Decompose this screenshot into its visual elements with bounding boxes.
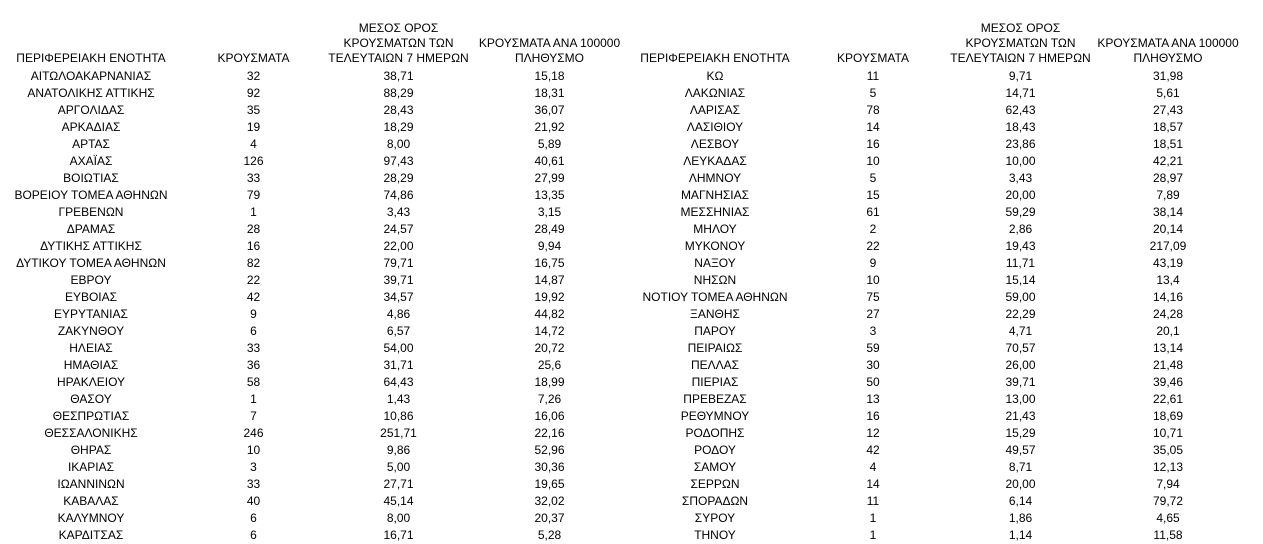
table-row (0, 493, 627, 510)
header-region: ΠΕΡΙΦΕΡΕΙΑΚΗ ΕΝΟΤΗΤΑ (640, 51, 790, 65)
table-row (632, 357, 1243, 374)
avg7-cell: 26,00 (1005, 358, 1036, 372)
per100k-cell: 27,43 (1152, 103, 1184, 117)
per100k-cell: 20,1 (1156, 324, 1180, 338)
table-row (632, 510, 1243, 527)
table-row (0, 374, 627, 391)
cases-cell: 32 (246, 69, 261, 83)
cases-cell: 14 (866, 477, 880, 491)
cases-cell: 9 (869, 256, 877, 270)
avg7-cell: 34,57 (383, 290, 414, 304)
table-row (632, 170, 1243, 187)
table-row (632, 323, 1243, 340)
region-cell: ΛΑΡΙΣΑΣ (689, 103, 741, 117)
header-region: ΠΕΡΙΦΕΡΕΙΑΚΗ ΕΝΟΤΗΤΑ (16, 51, 166, 65)
region-cell: ΕΒΡΟΥ (70, 273, 112, 287)
header-cases: ΚΡΟΥΣΜΑΤΑ (217, 51, 290, 65)
per100k-cell: 44,82 (534, 307, 565, 321)
table-row (0, 272, 627, 289)
cases-cell: 79 (246, 188, 261, 202)
per100k-cell: 9,94 (537, 239, 562, 253)
cases-cell: 33 (246, 171, 261, 185)
region-cell: ΖΑΚΥΝΘΟΥ (57, 324, 125, 338)
per100k-cell: 52,96 (534, 443, 565, 457)
per100k-cell: 14,87 (534, 273, 565, 287)
per100k-cell: 20,14 (1152, 222, 1184, 236)
region-cell: ΣΕΡΡΩΝ (690, 477, 740, 491)
cases-cell: 246 (243, 426, 264, 440)
table-row (0, 102, 627, 119)
per100k-cell: 28,97 (1152, 171, 1184, 185)
cases-cell: 10 (246, 443, 261, 457)
per100k-cell: 16,06 (534, 409, 565, 423)
avg7-cell: 97,43 (383, 154, 414, 168)
cases-cell: 3 (250, 460, 257, 474)
cases-cell: 1 (250, 205, 257, 219)
avg7-cell: 20,00 (1005, 477, 1036, 491)
header-cases: ΚΡΟΥΣΜΑΤΑ (837, 51, 909, 65)
avg7-cell: 20,00 (1005, 188, 1036, 202)
table-row (0, 187, 627, 204)
region-cell: ΚΑΛΥΜΝΟΥ (57, 511, 125, 525)
table-row (632, 272, 1243, 289)
avg7-cell: 70,57 (1005, 341, 1036, 355)
cases-cell: 22 (246, 273, 261, 287)
per100k-cell: 38,14 (1152, 205, 1184, 219)
table-row (0, 255, 627, 272)
cases-cell: 28 (246, 222, 261, 236)
table-row (632, 289, 1243, 306)
region-cell: ΑΡΤΑΣ (72, 137, 110, 151)
per100k-cell: 16,75 (534, 256, 565, 270)
table-row (0, 170, 627, 187)
cases-cell: 4 (250, 137, 257, 151)
region-cell: ΝΑΞΟΥ (694, 256, 736, 270)
region-cell: ΕΥΒΟΙΑΣ (64, 290, 118, 304)
per100k-cell: 7,94 (1156, 477, 1180, 491)
cases-cell: 33 (246, 477, 261, 491)
region-cell: ΡΟΔΟΥ (694, 443, 736, 457)
region-cell: ΡΕΘΥΜΝΟΥ (680, 409, 750, 423)
table-row (632, 425, 1243, 442)
avg7-cell: 1,14 (1008, 528, 1033, 542)
per100k-cell: 5,28 (537, 528, 562, 542)
per100k-cell: 40,61 (534, 154, 565, 168)
per100k-cell: 39,46 (1152, 375, 1184, 389)
region-cell: ΔΡΑΜΑΣ (66, 222, 116, 236)
per100k-cell: 4,65 (1156, 511, 1180, 525)
region-cell: ΛΕΣΒΟΥ (690, 137, 740, 151)
avg7-cell: 54,00 (383, 341, 414, 355)
table-row (632, 204, 1243, 221)
per100k-cell: 5,89 (537, 137, 562, 151)
region-cell: ΤΗΝΟΥ (694, 528, 736, 542)
cases-cell: 19 (246, 120, 261, 134)
cases-cell: 2 (869, 222, 877, 236)
table-body-left (0, 68, 627, 544)
region-cell: ΣΥΡΟΥ (694, 511, 736, 525)
table-row (632, 85, 1243, 102)
avg7-cell: 14,71 (1005, 86, 1036, 100)
cases-cell: 92 (246, 86, 261, 100)
avg7-cell: 39,71 (1005, 375, 1036, 389)
cases-cell: 5 (869, 86, 877, 100)
region-cell: ΗΛΕΙΑΣ (69, 341, 113, 355)
cases-cell: 12 (866, 426, 880, 440)
table-row (0, 136, 627, 153)
cases-cell: 5 (869, 171, 877, 185)
cases-cell: 61 (866, 205, 880, 219)
table-row (632, 527, 1243, 544)
per100k-cell: 79,72 (1152, 494, 1184, 508)
avg7-cell: 9,71 (1008, 69, 1033, 83)
table-row (632, 119, 1243, 136)
avg7-cell: 18,43 (1005, 120, 1036, 134)
per100k-cell: 18,57 (1152, 120, 1184, 134)
table-row (0, 306, 627, 323)
table-row (632, 391, 1243, 408)
cases-cell: 10 (866, 273, 880, 287)
per100k-cell: 20,72 (534, 341, 565, 355)
avg7-cell: 3,43 (386, 205, 411, 219)
cases-cell: 6 (250, 324, 257, 338)
region-cell: ΗΜΑΘΙΑΣ (63, 358, 119, 372)
cases-cell: 78 (866, 103, 880, 117)
region-cell: ΑΧΑΪΑΣ (69, 154, 113, 168)
cases-cell: 4 (869, 460, 877, 474)
region-cell: ΠΙΕΡΙΑΣ (691, 375, 739, 389)
region-cell: ΠΕΛΛΑΣ (690, 358, 740, 372)
avg7-cell: 23,86 (1005, 137, 1036, 151)
per100k-cell: 11,58 (1153, 528, 1183, 542)
avg7-cell: 16,71 (383, 528, 414, 542)
table-row (0, 425, 627, 442)
table-row (0, 510, 627, 527)
table-row (632, 153, 1243, 170)
cases-cell: 11 (866, 494, 880, 508)
cases-cell: 40 (246, 494, 261, 508)
avg7-cell: 21,43 (1005, 409, 1036, 423)
cases-cell: 11 (866, 69, 880, 83)
per100k-cell: 21,48 (1152, 358, 1184, 372)
region-cell: ΠΕΙΡΑΙΩΣ (687, 341, 743, 355)
region-cell: ΑΡΓΟΛΙΔΑΣ (57, 103, 125, 117)
avg7-cell: 11,71 (1005, 256, 1036, 270)
table-row (632, 221, 1243, 238)
header-avg7: ΜΕΣΟΣ ΟΡΟΣ ΚΡΟΥΣΜΑΤΩΝ ΤΩΝ ΤΕΛΕΥΤΑΙΩΝ 7 ΗΜΕΡΩΝ (328, 21, 469, 65)
table-row (632, 493, 1243, 510)
table-row (0, 119, 627, 136)
avg7-cell: 31,71 (383, 358, 414, 372)
avg7-cell: 10,86 (383, 409, 414, 423)
per100k-cell: 20,37 (534, 511, 565, 525)
cases-cell: 14 (866, 120, 880, 134)
per100k-cell: 13,14 (1152, 341, 1184, 355)
cases-cell: 16 (866, 137, 880, 151)
avg7-cell: 9,86 (386, 443, 411, 457)
per100k-cell: 18,31 (534, 86, 565, 100)
per100k-cell: 10,71 (1152, 426, 1184, 440)
table-row (632, 459, 1243, 476)
table-row (632, 136, 1243, 153)
cases-cell: 6 (250, 511, 257, 525)
table-row (0, 153, 627, 170)
per100k-cell: 15,18 (534, 69, 565, 83)
header-per100k: ΚΡΟΥΣΜΑΤΑ ΑΝΑ 100000 ΠΛΗΘΥΣΜΟ (478, 36, 621, 65)
per100k-cell: 18,69 (1152, 409, 1184, 423)
table-row (0, 68, 627, 85)
avg7-cell: 15,29 (1005, 426, 1036, 440)
avg7-cell: 39,71 (383, 273, 414, 287)
avg7-cell: 6,57 (386, 324, 411, 338)
avg7-cell: 74,86 (383, 188, 414, 202)
per100k-cell: 7,26 (537, 392, 562, 406)
cases-cell: 75 (866, 290, 880, 304)
avg7-cell: 64,43 (383, 375, 414, 389)
avg7-cell: 2,86 (1008, 222, 1033, 236)
cases-cell: 1 (869, 511, 877, 525)
avg7-cell: 19,43 (1005, 239, 1036, 253)
cases-cell: 3 (869, 324, 877, 338)
cases-cell: 126 (243, 154, 264, 168)
avg7-cell: 88,29 (383, 86, 414, 100)
region-cell: ΛΗΜΝΟΥ (688, 171, 742, 185)
cases-cell: 82 (246, 256, 261, 270)
region-cell: ΒΟΙΩΤΙΑΣ (63, 171, 119, 185)
per100k-cell: 18,51 (1152, 137, 1184, 151)
region-cell: ΞΑΝΘΗΣ (690, 307, 740, 321)
avg7-cell: 28,43 (383, 103, 414, 117)
region-cell: ΝΗΣΩΝ (693, 273, 737, 287)
per100k-cell: 22,61 (1152, 392, 1184, 406)
table-row (0, 289, 627, 306)
avg7-cell: 4,71 (1008, 324, 1033, 338)
region-cell: ΔΥΤΙΚΗΣ ΑΤΤΙΚΗΣ (40, 239, 142, 253)
avg7-cell: 79,71 (383, 256, 414, 270)
region-cell: ΙΚΑΡΙΑΣ (67, 460, 115, 474)
region-cell: ΚΑΒΑΛΑΣ (63, 494, 119, 508)
table-row (632, 374, 1243, 391)
cases-cell: 42 (246, 290, 261, 304)
region-cell: ΔΥΤΙΚΟΥ ΤΟΜΕΑ ΑΘΗΝΩΝ (16, 256, 166, 270)
cases-cell: 27 (866, 307, 880, 321)
avg7-cell: 49,57 (1005, 443, 1036, 457)
header-per100k: ΚΡΟΥΣΜΑΤΑ ΑΝΑ 100000 ΠΛΗΘΥΣΜΟ (1097, 36, 1239, 65)
cases-cell: 7 (250, 409, 257, 423)
table-row (632, 306, 1243, 323)
per100k-cell: 5,61 (1156, 86, 1180, 100)
region-cell: ΙΩΑΝΝΙΝΩΝ (57, 477, 125, 491)
region-cell: ΛΑΚΩΝΙΑΣ (684, 86, 746, 100)
region-cell: ΣΑΜΟΥ (693, 460, 737, 474)
avg7-cell: 5,00 (386, 460, 411, 474)
table-row (0, 527, 627, 544)
table-row (0, 323, 627, 340)
per100k-cell: 42,21 (1152, 154, 1184, 168)
per100k-cell: 13,35 (534, 188, 565, 202)
region-cell: ΘΕΣΣΑΛΟΝΙΚΗΣ (44, 426, 138, 440)
per100k-cell: 14,16 (1152, 290, 1184, 304)
cases-cell: 6 (250, 528, 257, 542)
avg7-cell: 1,86 (1008, 511, 1033, 525)
table-row (632, 408, 1243, 425)
cases-cell: 22 (866, 239, 880, 253)
cases-cell: 1 (250, 392, 257, 406)
cases-cell: 15 (866, 188, 880, 202)
avg7-cell: 27,71 (383, 477, 414, 491)
region-cell: ΚΑΡΔΙΤΣΑΣ (58, 528, 124, 542)
avg7-cell: 8,00 (386, 511, 411, 525)
avg7-cell: 22,29 (1005, 307, 1036, 321)
cases-cell: 58 (246, 375, 261, 389)
table-row (0, 340, 627, 357)
region-cell: ΑΝΑΤΟΛΙΚΗΣ ΑΤΤΙΚΗΣ (27, 86, 155, 100)
avg7-cell: 28,29 (383, 171, 414, 185)
cases-cell: 16 (866, 409, 880, 423)
table-row (0, 85, 627, 102)
avg7-cell: 4,86 (386, 307, 411, 321)
table-row (632, 255, 1243, 272)
region-cell: ΜΗΛΟΥ (693, 222, 737, 236)
cases-table-right (632, 0, 1243, 544)
per100k-cell: 28,49 (534, 222, 565, 236)
region-cell: ΠΑΡΟΥ (694, 324, 736, 338)
avg7-cell: 24,57 (383, 222, 414, 236)
cases-cell: 30 (866, 358, 880, 372)
per100k-cell: 36,07 (534, 103, 565, 117)
cases-cell: 50 (866, 375, 880, 389)
table-row (632, 476, 1243, 493)
per100k-cell: 32,02 (534, 494, 565, 508)
per100k-cell: 18,99 (534, 375, 565, 389)
avg7-cell: 62,43 (1005, 103, 1036, 117)
avg7-cell: 38,71 (383, 69, 414, 83)
table-row (632, 187, 1243, 204)
region-cell: ΛΕΥΚΑΔΑΣ (683, 154, 747, 168)
per100k-cell: 19,92 (534, 290, 565, 304)
cases-cell: 35 (246, 103, 261, 117)
per100k-cell: 13,4 (1156, 273, 1180, 287)
region-cell: ΒΟΡΕΙΟΥ ΤΟΜΕΑ ΑΘΗΝΩΝ (14, 188, 168, 202)
avg7-cell: 251,71 (380, 426, 417, 440)
avg7-cell: 59,29 (1005, 205, 1036, 219)
region-cell: ΣΠΟΡΑΔΩΝ (681, 494, 749, 508)
table-body-right (632, 68, 1243, 544)
region-cell: ΜΕΣΣΗΝΙΑΣ (680, 205, 750, 219)
region-cell: ΡΟΔΟΠΗΣ (685, 426, 745, 440)
avg7-cell: 8,71 (1008, 460, 1033, 474)
avg7-cell: 45,14 (383, 494, 414, 508)
header-row (632, 0, 1243, 68)
cases-cell: 9 (250, 307, 257, 321)
avg7-cell: 1,43 (386, 392, 411, 406)
table-row (0, 459, 627, 476)
per100k-cell: 12,13 (1152, 460, 1184, 474)
per100k-cell: 35,05 (1152, 443, 1184, 457)
avg7-cell: 22,00 (383, 239, 414, 253)
per100k-cell: 43,19 (1152, 256, 1184, 270)
per100k-cell: 7,89 (1156, 188, 1180, 202)
avg7-cell: 59,00 (1005, 290, 1036, 304)
table-row (0, 391, 627, 408)
per100k-cell: 3,15 (537, 205, 562, 219)
cases-table-left (0, 0, 627, 544)
region-cell: ΗΡΑΚΛΕΙΟΥ (56, 375, 126, 389)
region-cell: ΑΡΚΑΔΙΑΣ (61, 120, 121, 134)
table-row (0, 204, 627, 221)
cases-cell: 42 (866, 443, 880, 457)
header-row (0, 0, 627, 68)
region-cell: ΜΥΚΟΝΟΥ (684, 239, 746, 253)
region-cell: ΘΗΡΑΣ (70, 443, 112, 457)
cases-cell: 33 (246, 341, 261, 355)
cases-cell: 59 (866, 341, 880, 355)
table-row (0, 238, 627, 255)
avg7-cell: 8,00 (386, 137, 411, 151)
per100k-cell: 217,09 (1149, 239, 1187, 253)
table-row (0, 357, 627, 374)
table-row (632, 340, 1243, 357)
cases-cell: 13 (866, 392, 880, 406)
region-cell: ΚΩ (706, 69, 724, 83)
region-cell: ΘΑΣΟΥ (70, 392, 112, 406)
per100k-cell: 19,65 (534, 477, 565, 491)
per100k-cell: 14,72 (534, 324, 565, 338)
table-row (632, 102, 1243, 119)
table-row (0, 442, 627, 459)
avg7-cell: 10,00 (1005, 154, 1036, 168)
table-row (632, 68, 1243, 85)
avg7-cell: 13,00 (1005, 392, 1036, 406)
per100k-cell: 25,6 (537, 358, 562, 372)
avg7-cell: 6,14 (1008, 494, 1033, 508)
cases-cell: 36 (246, 358, 261, 372)
region-cell: ΕΥΡΥΤΑΝΙΑΣ (54, 307, 128, 321)
per100k-cell: 27,99 (534, 171, 565, 185)
avg7-cell: 3,43 (1008, 171, 1033, 185)
region-cell: ΘΕΣΠΡΩΤΙΑΣ (52, 409, 130, 423)
table-row (0, 408, 627, 425)
region-cell: ΑΙΤΩΛΟΑΚΑΡΝΑΝΙΑΣ (30, 69, 152, 83)
per100k-cell: 24,28 (1152, 307, 1184, 321)
per100k-cell: 30,36 (534, 460, 565, 474)
table-row (0, 476, 627, 493)
per100k-cell: 31,98 (1152, 69, 1184, 83)
table-row (632, 442, 1243, 459)
avg7-cell: 18,29 (383, 120, 414, 134)
per100k-cell: 22,16 (534, 426, 565, 440)
per100k-cell: 21,92 (534, 120, 565, 134)
cases-cell: 10 (866, 154, 880, 168)
table-row (0, 221, 627, 238)
table-row (632, 238, 1243, 255)
region-cell: ΜΑΓΝΗΣΙΑΣ (680, 188, 750, 202)
region-cell: ΠΡΕΒΕΖΑΣ (683, 392, 747, 406)
cases-cell: 1 (869, 528, 877, 542)
avg7-cell: 15,14 (1005, 273, 1036, 287)
region-cell: ΓΡΕΒΕΝΩΝ (58, 205, 124, 219)
region-cell: ΝΟΤΙΟΥ ΤΟΜΕΑ ΑΘΗΝΩΝ (642, 290, 788, 304)
region-cell: ΛΑΣΙΘΙΟΥ (686, 120, 744, 134)
cases-cell: 16 (246, 239, 261, 253)
header-avg7: ΜΕΣΟΣ ΟΡΟΣ ΚΡΟΥΣΜΑΤΩΝ ΤΩΝ ΤΕΛΕΥΤΑΙΩΝ 7 ΗΜΕΡΩΝ (950, 21, 1091, 65)
